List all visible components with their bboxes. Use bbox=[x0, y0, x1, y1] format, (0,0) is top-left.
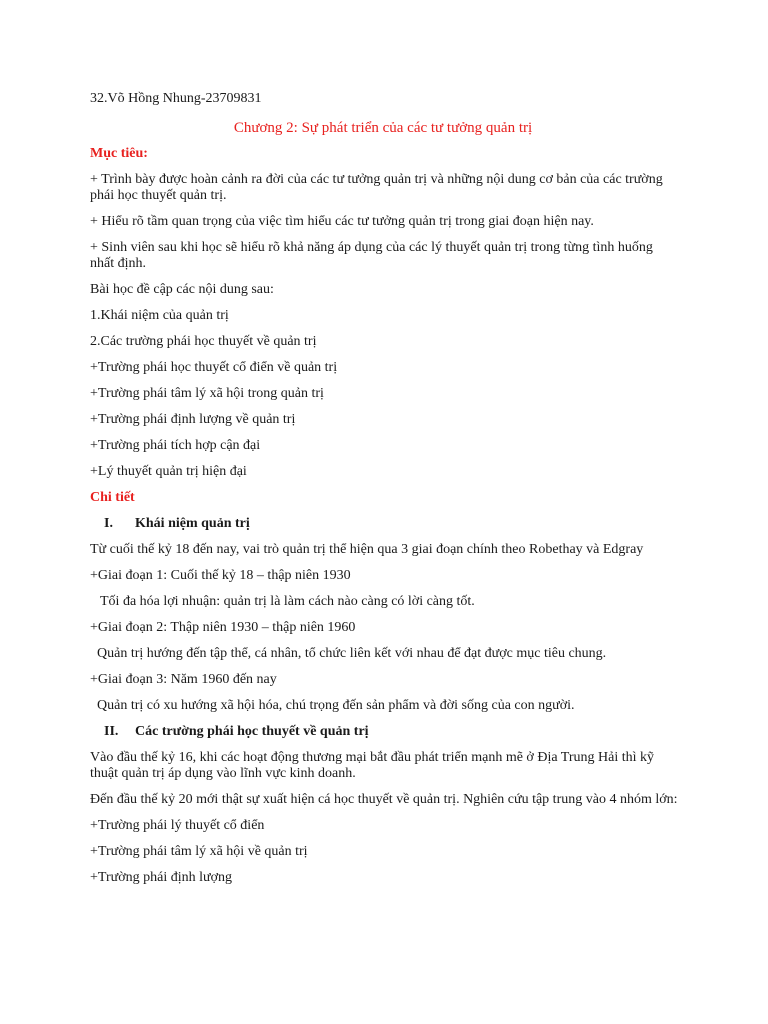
stage-3-description: Quản trị có xu hướng xã hội hóa, chú trọng đến sản phẩm và đời sống của con người. bbox=[97, 698, 575, 713]
section-2-paragraph: Đến đầu thế kỷ 20 mới thật sự xuất hiện cá học thuyết về quản trị. Nghiên cứu tập trung vào 4 nhóm lớn: bbox=[90, 792, 678, 807]
contents-item: +Trường phái học thuyết cổ điển về quản trị bbox=[90, 360, 338, 375]
author-line: 32.Võ Hồng Nhung-23709831 bbox=[90, 91, 262, 106]
stage-2-description: Quản trị hướng đến tập thể, cá nhân, tổ chức liên kết với nhau để đạt được mục tiêu chung. bbox=[97, 646, 607, 661]
stage-1: +Giai đoạn 1: Cuối thế kỷ 18 – thập niên 1930 bbox=[90, 568, 351, 583]
contents-intro: Bài học đề cập các nội dung sau: bbox=[90, 282, 274, 297]
objectives-heading: Mục tiêu: bbox=[90, 146, 148, 161]
stage-3: +Giai đoạn 3: Năm 1960 đến nay bbox=[90, 672, 277, 687]
contents-item: +Trường phái tích hợp cận đại bbox=[90, 438, 261, 453]
section-2-number: II. bbox=[104, 724, 119, 739]
chapter-title: Chương 2: Sự phát triển của các tư tưởng quản trị bbox=[233, 120, 533, 136]
section-2-title: Các trường phái học thuyết về quản trị bbox=[135, 724, 369, 739]
section-2-paragraph: Vào đầu thế kỷ 16, khi các hoạt động thương mại bắt đầu phát triển mạnh mẽ ở Địa Trung Hải thì kỹ thuật quản trị áp dụng vào lĩnh vực kinh doanh. bbox=[90, 750, 655, 781]
objective-item: + Hiểu rõ tầm quan trọng của việc tìm hiểu các tư tưởng quản trị trong giai đoạn hiện nay. bbox=[90, 214, 594, 229]
school-group-item: +Trường phái định lượng bbox=[90, 870, 232, 885]
contents-item: 2.Các trường phái học thuyết về quản trị bbox=[90, 334, 317, 349]
objective-item: + Sinh viên sau khi học sẽ hiểu rõ khả năng áp dụng của các lý thuyết quản trị trong từng tình huống nhất định. bbox=[90, 240, 653, 271]
section-1-number: I. bbox=[104, 516, 113, 531]
document-page bbox=[90, 91, 680, 896]
contents-item: 1.Khái niệm của quản trị bbox=[90, 308, 229, 323]
contents-item: +Trường phái định lượng về quản trị bbox=[90, 412, 296, 427]
school-group-item: +Trường phái tâm lý xã hội về quản trị bbox=[90, 844, 308, 859]
section-2-heading bbox=[90, 724, 680, 740]
stage-1-description: Tối đa hóa lợi nhuận: quản trị là làm cách nào càng có lời càng tốt. bbox=[100, 594, 475, 609]
stage-2: +Giai đoạn 2: Thập niên 1930 – thập niên 1960 bbox=[90, 620, 356, 635]
details-heading: Chi tiết bbox=[90, 490, 135, 505]
section-1-heading bbox=[90, 516, 680, 532]
section-1-intro: Từ cuối thế kỷ 18 đến nay, vai trò quản trị thể hiện qua 3 giai đoạn chính theo Robethay và Edgray bbox=[90, 542, 644, 557]
contents-item: +Trường phái tâm lý xã hội trong quản trị bbox=[90, 386, 324, 401]
section-1-title: Khái niệm quản trị bbox=[135, 516, 250, 531]
contents-item: +Lý thuyết quản trị hiện đại bbox=[90, 464, 247, 479]
objective-item: + Trình bày được hoàn cảnh ra đời của các tư tưởng quản trị và những nội dung cơ bản của các trường phái học thuyết quản trị. bbox=[90, 172, 663, 203]
school-group-item: +Trường phái lý thuyết cổ điển bbox=[90, 818, 265, 833]
